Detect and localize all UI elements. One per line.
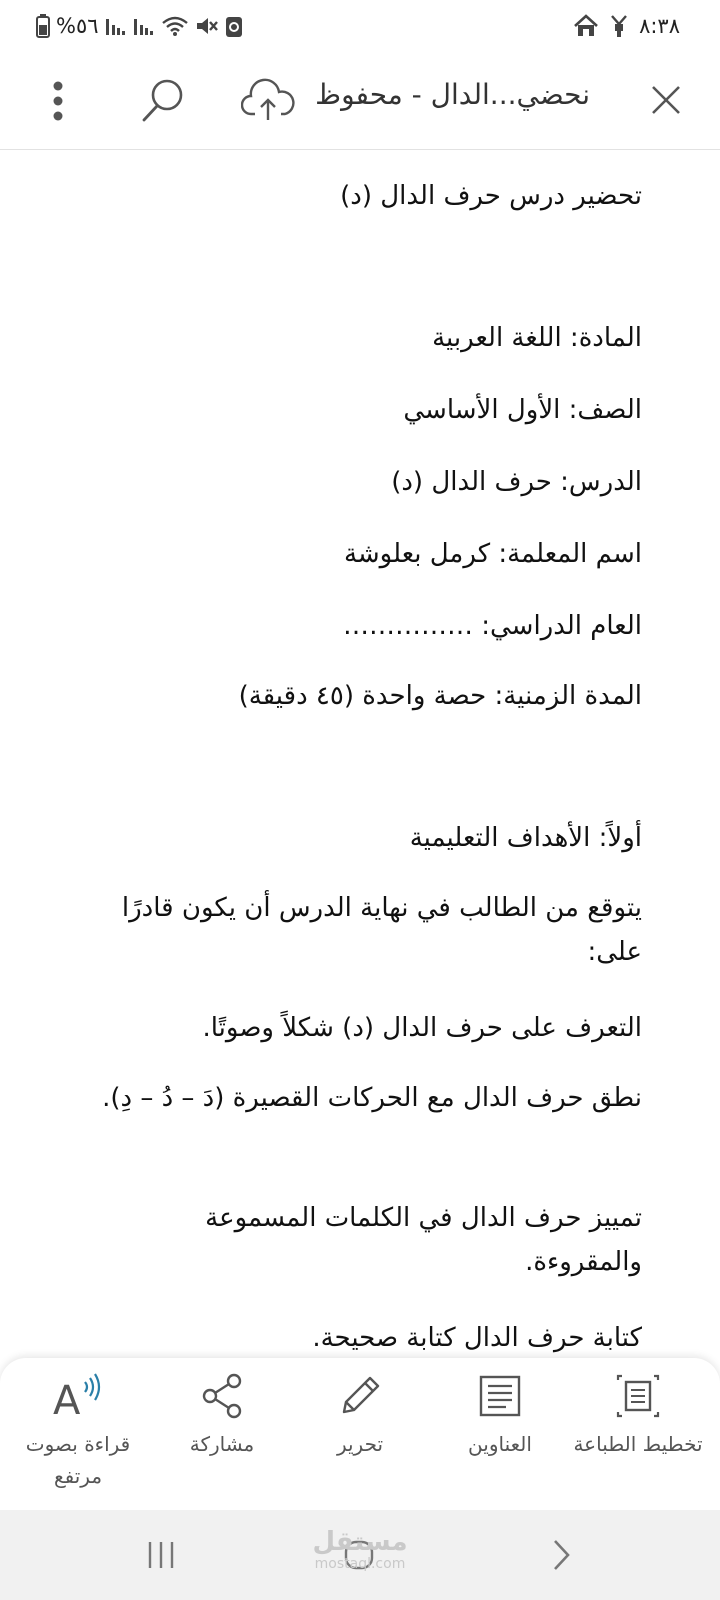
share-icon [198,1372,246,1420]
watermark-main: مستقل [312,1527,408,1557]
search-button[interactable] [136,72,190,128]
print-layout-label: تخطيط الطباعة [573,1432,703,1456]
doc-line-year: العام الدراسي: …………… [342,611,642,641]
pencil-icon [336,1372,384,1420]
read-aloud-icon [49,1372,107,1420]
doc-line-lesson: الدرس: حرف الدال (د) [391,467,642,497]
status-right [573,12,680,40]
edit-label: تحرير [336,1432,384,1456]
doc-objective-4: كتابة حرف الدال كتابة صحيحة. [312,1323,642,1353]
share-button[interactable] [150,1372,294,1460]
close-icon [650,84,682,116]
doc-section-heading: أولاً: الأهداف التعليمية [409,823,642,853]
svg-text:A: A [53,1378,81,1420]
status-bar [0,0,720,52]
signal-icon [105,15,127,37]
read-aloud-button[interactable] [6,1372,150,1492]
more-options-button[interactable] [38,76,78,126]
mute-icon [195,15,219,37]
doc-objective-1: التعرف على حرف الدال (د) شكلاً وصوتًا. [202,1013,642,1043]
back-button[interactable] [536,1530,586,1580]
battery-icon [36,14,50,38]
share-label: مشاركة [189,1432,255,1456]
headings-label: العناوين [468,1432,532,1456]
print-layout-icon [614,1372,662,1420]
signal-icon-2 [133,15,155,37]
edit-button[interactable] [288,1372,432,1460]
watermark [300,1528,420,1572]
chevron-right-icon [551,1539,571,1571]
doc-line-grade: الصف: الأول الأساسي [403,395,642,425]
doc-line-subject: المادة: اللغة العربية [432,323,642,353]
wifi-icon [161,15,189,37]
document-body[interactable] [0,152,720,1362]
recent-apps-icon [146,1540,176,1570]
app-bar [0,52,720,150]
battery-percent: %٥٦ [56,14,99,38]
lamp-icon [609,14,629,38]
recycle-icon [225,14,243,38]
doc-line-teacher: اسم المعلمة: كرمل بعلوشة [343,539,642,569]
print-layout-button[interactable] [566,1372,710,1460]
more-vert-icon [52,81,64,121]
cloud-upload-button[interactable] [240,72,296,128]
headings-icon [476,1372,524,1420]
status-left [36,12,243,40]
cloud-upload-icon [241,78,295,122]
recent-apps-button[interactable] [136,1530,186,1580]
navigation-bar [0,1510,720,1600]
document-title: نحضي...الدال - محفوظ [315,78,590,111]
close-button[interactable] [644,78,688,122]
read-aloud-label: قراءة بصوت مرتفع [25,1432,131,1488]
doc-objective-2: نطق حرف الدال مع الحركات القصيرة (دَ – دُ – دِ). [102,1083,642,1113]
clock: ٨:٣٨ [639,14,680,38]
bottom-toolbar [0,1358,720,1510]
doc-objective-3: تمييز حرف الدال في الكلمات المسموعة والمقروءة. [205,1203,642,1277]
doc-paragraph: يتوقع من الطالب في نهاية الدرس أن يكون قادرًا على: [121,893,642,967]
watermark-sub: mostaql.com [314,1556,406,1572]
headings-button[interactable] [428,1372,572,1460]
doc-heading: تحضير درس حرف الدال (د) [340,181,642,211]
search-icon [139,76,187,124]
home-icon [573,14,599,38]
doc-line-duration: المدة الزمنية: حصة واحدة (٤٥ دقيقة) [238,681,642,711]
